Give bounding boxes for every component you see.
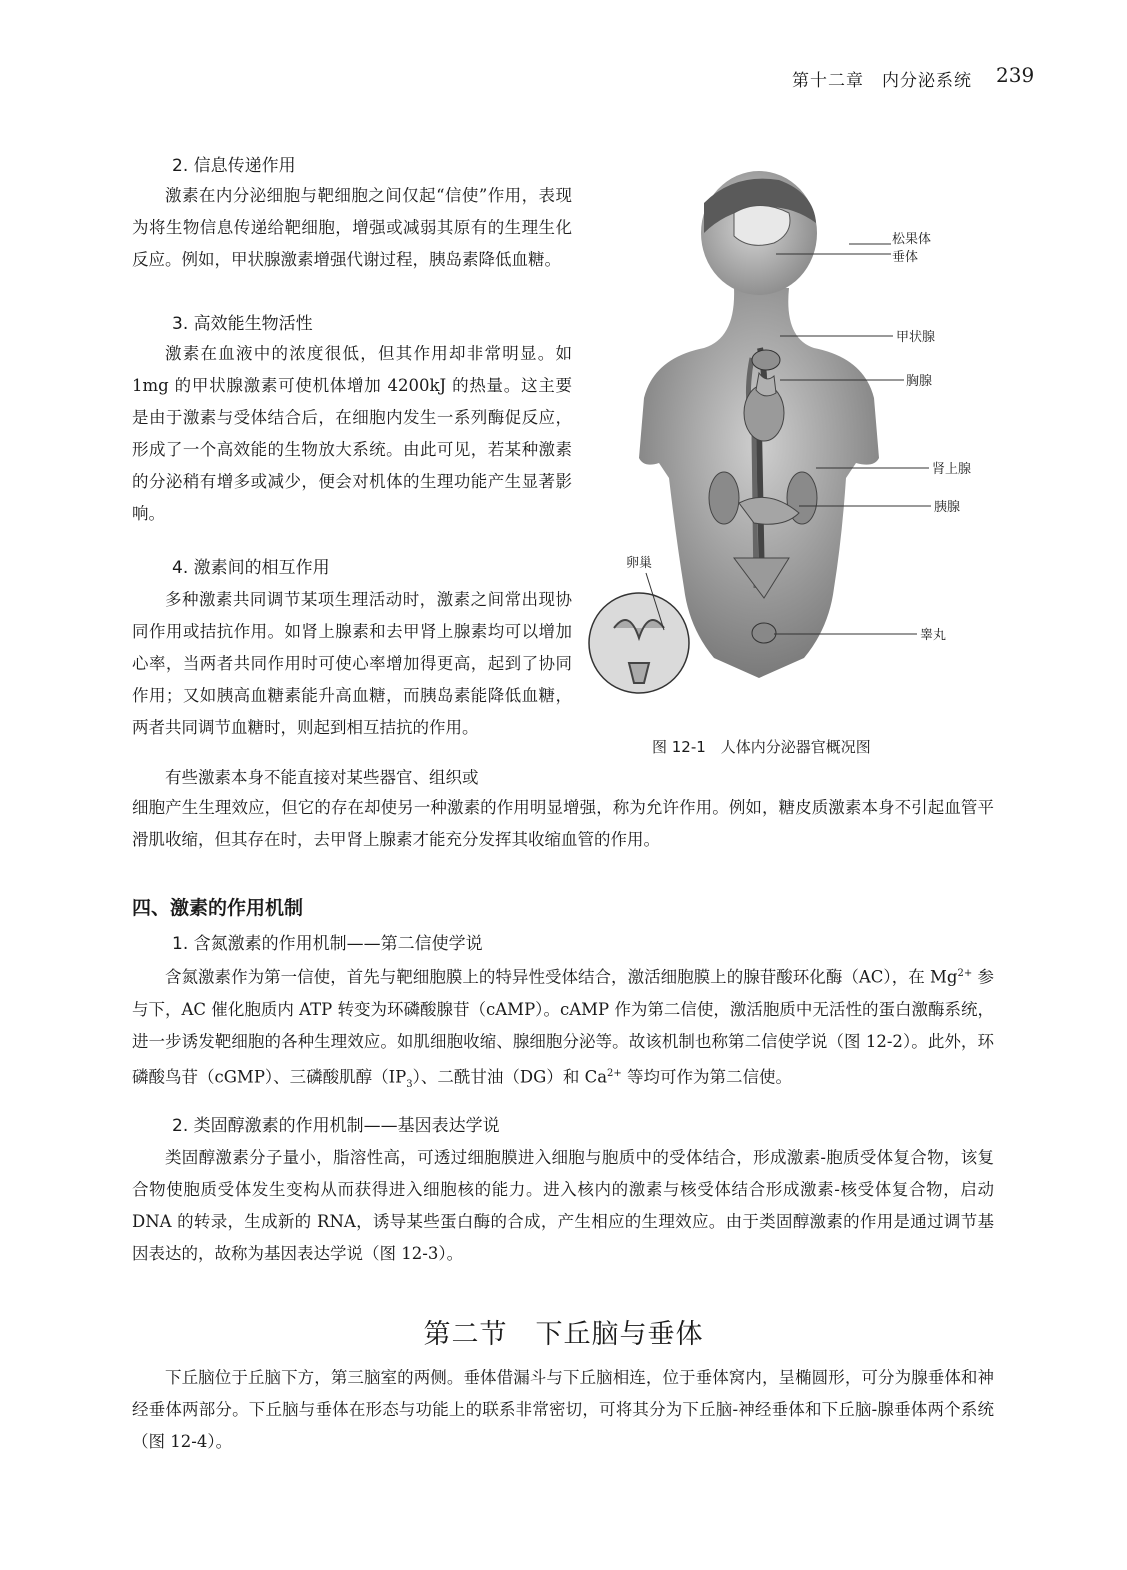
heading-info-transfer: 2. 信息传递作用 xyxy=(172,156,296,176)
paragraph-high-efficiency: 激素在血液中的浓度很低，但其作用却非常明显。如 1mg 的甲状腺激素可使机体增加 4200kJ 的热量。这主要是由于激素与受体结合后，在细胞内发生一系列酶促反应，形成了一个高效能的生物放大系统。由此可见，若某种激素的分泌稍有增多或减少，便会对机体的生理功能产生显著影响。 xyxy=(132,344,572,523)
label-thyroid: 甲状腺 xyxy=(896,330,936,345)
label-ovary: 卵巢 xyxy=(626,556,653,571)
label-testis: 睾丸 xyxy=(920,628,947,643)
testis-shape xyxy=(752,623,776,643)
sm-text-c: ）、二酰甘油（DG）和 Ca xyxy=(412,1067,608,1086)
section-title: 第二节 下丘脑与垂体 xyxy=(423,1319,704,1350)
heading-mechanism: 四、激素的作用机制 xyxy=(132,897,304,919)
paragraph-gene-expression: 类固醇激素分子量小，脂溶性高，可透过细胞膜进入细胞与胞质中的受体结合，形成激素-胞质受体复合物，该复合物使胞质受体发生变构从而获得进入细胞核的能力。进入核内的激素与核受体结合形成激素-核受体复合物，启动 DNA 的转录，生成新的 RNA，诱导某些蛋白酶的合成，产生相应的生理效应。由于类固醇激素的作用是通过调节基因表达的，故称为基因表达学说（图 12-3）。 xyxy=(132,1148,994,1263)
chapter-title: 第十二章 内分泌系统 xyxy=(792,71,972,91)
page-header xyxy=(0,63,1127,94)
ip-subscript: 3 xyxy=(406,1078,413,1090)
left-kidney-shape xyxy=(709,472,739,524)
paragraph-permissive-start: 有些激素本身不能直接对某些器官、组织或 xyxy=(165,768,479,787)
label-adrenal: 肾上腺 xyxy=(932,462,972,477)
paragraph-hormone-interaction: 多种激素共同调节某项生理活动时，激素之间常出现协同作用或拮抗作用。如肾上腺素和去甲肾上腺素均可以增加心率，当两者共同作用时可使心率增加得更高，起到了协同作用；又如胰高血糖素能升高血糖，而胰岛素能降低血糖，两者共同调节血糖时，则起到相互拮抗的作用。 xyxy=(132,590,572,737)
sm-text-b: 参与下，AC 催化胞质内 ATP 转变为环磷酸腺苷（cAMP）。cAMP 作为第二信使，激活胞质中无活性的蛋白激酶系统，进一步诱发靶细胞的各种生理效应。如肌细胞收缩、腺细胞分泌等。故该机制也称第二信使学说（图 12-2）。此外，环磷酸鸟苷（cGMP）、三磷酸肌醇（IP xyxy=(132,967,995,1086)
thyroid-shape xyxy=(752,350,780,370)
sm-text-d: 等均可作为第二信使。 xyxy=(621,1067,793,1086)
heading-high-efficiency: 3. 高效能生物活性 xyxy=(172,314,313,334)
figure-caption: 图 12-1 人体内分泌器官概况图 xyxy=(652,738,871,756)
heading-second-messenger: 1. 含氮激素的作用机制——第二信使学说 xyxy=(172,934,483,954)
mg-superscript: 2+ xyxy=(957,968,973,979)
heading-gene-expression: 2. 类固醇激素的作用机制——基因表达学说 xyxy=(172,1116,500,1136)
label-pineal: 松果体 xyxy=(892,232,932,247)
page-number: 239 xyxy=(996,63,1035,87)
sm-text-a: 含氮激素作为第一信使，首先与靶细胞膜上的特异性受体结合，激活细胞膜上的腺苷酸环化酶（AC），在 Mg xyxy=(165,967,958,987)
label-thymus: 胸腺 xyxy=(906,374,933,389)
endocrine-organs-figure xyxy=(584,158,974,728)
paragraph-info-transfer: 激素在内分泌细胞与靶细胞之间仅起“信使”作用，表现为将生物信息传递给靶细胞，增强或减弱其原有的生理生化反应。例如，甲状腺激素增强代谢过程，胰岛素降低血糖。 xyxy=(132,186,572,269)
paragraph-second-messenger xyxy=(132,958,994,1100)
paragraph-hypothalamus: 下丘脑位于丘脑下方，第三脑室的两侧。垂体借漏斗与下丘脑相连，位于垂体窝内，呈椭圆形，可分为腺垂体和神经垂体两部分。下丘脑与垂体在形态与功能上的联系非常密切，可将其分为下丘脑-神经垂体和下丘脑-腺垂体两个系统（图 12-4）。 xyxy=(132,1368,994,1451)
ca-superscript: 2+ xyxy=(607,1067,622,1079)
label-pituitary: 垂体 xyxy=(892,250,919,265)
paragraph-permissive-rest: 细胞产生生理效应，但它的存在却使另一种激素的作用明显增强，称为允许作用。例如，糖皮质激素本身不引起血管平滑肌收缩，但其存在时，去甲肾上腺素才能充分发挥其收缩血管的作用。 xyxy=(132,798,994,849)
heading-hormone-interaction: 4. 激素间的相互作用 xyxy=(172,558,330,578)
label-pancreas: 胰腺 xyxy=(934,500,961,515)
